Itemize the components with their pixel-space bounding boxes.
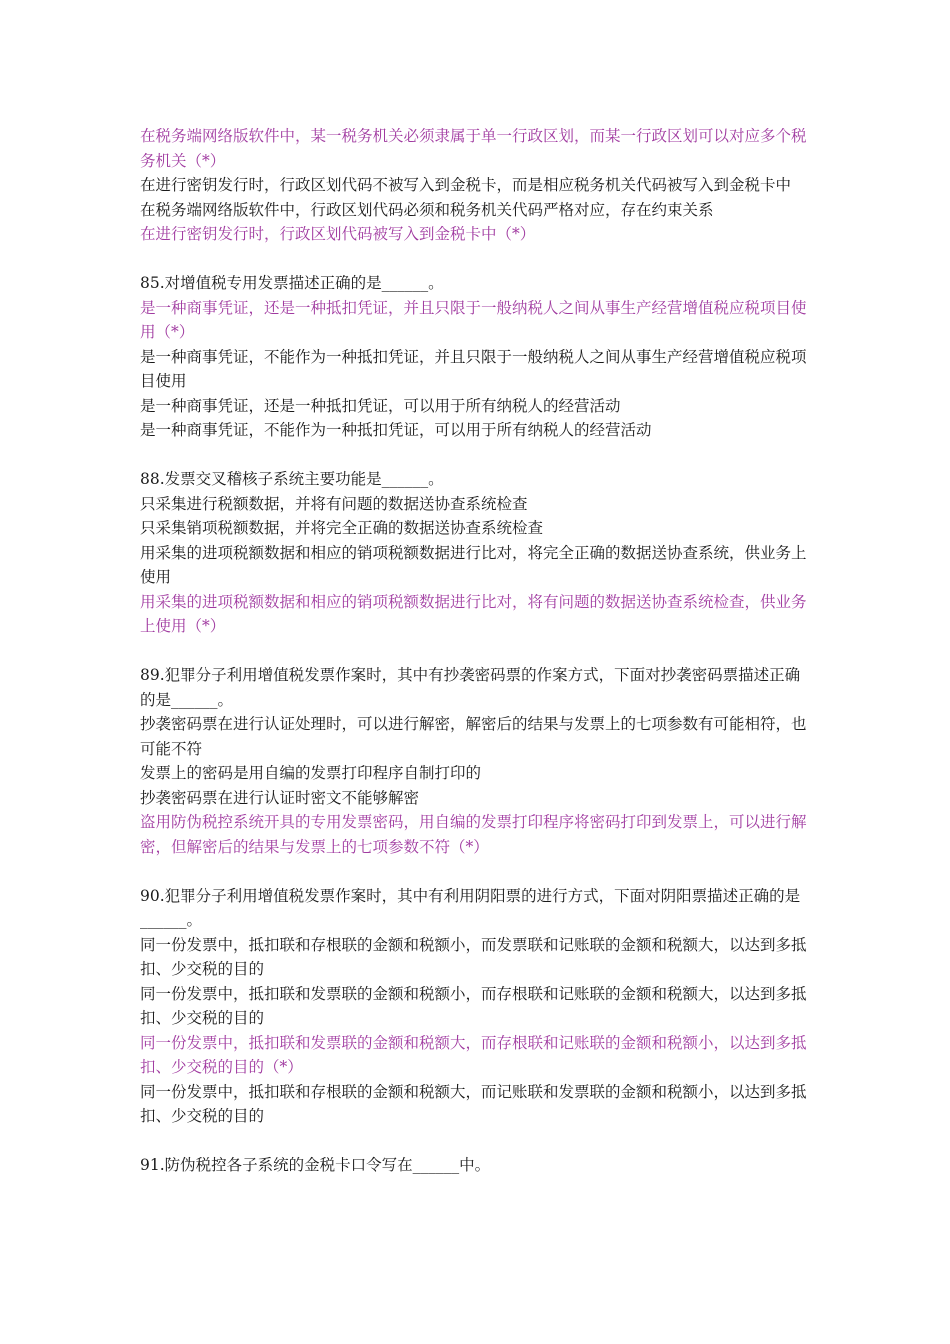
answer-option: 发票上的密码是用自编的发票打印程序自制打印的 — [140, 764, 482, 782]
question-block — [140, 124, 812, 247]
answer-option: 用采集的进项税额数据和相应的销项税额数据进行比对，将完全正确的数据送协查系统，供业务上使用 — [140, 543, 807, 586]
answer-option: 是一种商事凭证，还是一种抵扣凭证，可以用于所有纳税人的经营活动 — [140, 396, 621, 415]
question-block — [140, 271, 812, 443]
answer-option: 只采集进行税额数据，并将有问题的数据送协查系统检查 — [140, 494, 528, 513]
question-block — [140, 663, 812, 859]
answer-option-correct: 盗用防伪税控系统开具的专用发票密码，用自编的发票打印程序将密码打印到发票上，可以进行解密，但解密后的结果与发票上的七项参数不符（*） — [140, 813, 807, 856]
question-stem: 91.防伪税控各子系统的金税卡口令写在______中。 — [140, 1156, 491, 1174]
answer-option: 同一份发票中，抵扣联和存根联的金额和税额小，而发票联和记账联的金额和税额大，以达到多抵扣、少交税的目的 — [140, 935, 807, 978]
answer-option-correct: 在税务端网络版软件中，某一税务机关必须隶属于单一行政区划，而某一行政区划可以对应多个税务机关（*） — [140, 127, 807, 170]
answer-option: 是一种商事凭证，不能作为一种抵扣凭证，并且只限于一般纳税人之间从事生产经营增值税应税项目使用 — [140, 347, 807, 390]
question-stem: 88.发票交叉稽核子系统主要功能是______。 — [140, 470, 444, 488]
answer-option: 同一份发票中，抵扣联和发票联的金额和税额小，而存根联和记账联的金额和税额大，以达到多抵扣、少交税的目的 — [140, 984, 807, 1027]
answer-option: 抄袭密码票在进行认证处理时，可以进行解密，解密后的结果与发票上的七项参数有可能相符，也可能不符 — [140, 715, 807, 758]
question-block — [140, 1153, 812, 1178]
answer-option: 在税务端网络版软件中，行政区划代码必须和税务机关代码严格对应，存在约束关系 — [140, 200, 714, 219]
answer-option: 只采集销项税额数据，并将完全正确的数据送协查系统检查 — [140, 519, 544, 537]
answer-option-correct: 同一份发票中，抵扣联和发票联的金额和税额大，而存根联和记账联的金额和税额小，以达到多抵扣、少交税的目的（*） — [140, 1033, 807, 1076]
question-block — [140, 884, 812, 1129]
document-page — [140, 124, 812, 1178]
question-block — [140, 467, 812, 639]
answer-option-correct: 是一种商事凭证，还是一种抵扣凭证，并且只限于一般纳税人之间从事生产经营增值税应税项目使用（*） — [140, 298, 807, 341]
answer-option: 同一份发票中，抵扣联和存根联的金额和税额大，而记账联和发票联的金额和税额小，以达到多抵扣、少交税的目的 — [140, 1082, 807, 1125]
answer-option: 抄袭密码票在进行认证时密文不能够解密 — [140, 788, 420, 807]
answer-option: 在进行密钥发行时，行政区划代码不被写入到金税卡，而是相应税务机关代码被写入到金税卡中 — [140, 176, 792, 194]
question-stem: 90.犯罪分子利用增值税发票作案时，其中有利用阴阳票的进行方式，下面对阴阳票描述正确的是______。 — [140, 886, 801, 929]
answer-option: 是一种商事凭证，不能作为一种抵扣凭证，可以用于所有纳税人的经营活动 — [140, 421, 652, 439]
answer-option-correct: 用采集的进项税额数据和相应的销项税额数据进行比对，将有问题的数据送协查系统检查，供业务上使用（*） — [140, 592, 807, 635]
question-stem: 89.犯罪分子利用增值税发票作案时，其中有抄袭密码票的作案方式，下面对抄袭密码票描述正确的是______。 — [140, 666, 801, 709]
answer-option-correct: 在进行密钥发行时，行政区划代码被写入到金税卡中（*） — [140, 225, 536, 243]
question-stem: 85.对增值税专用发票描述正确的是______。 — [140, 274, 444, 292]
